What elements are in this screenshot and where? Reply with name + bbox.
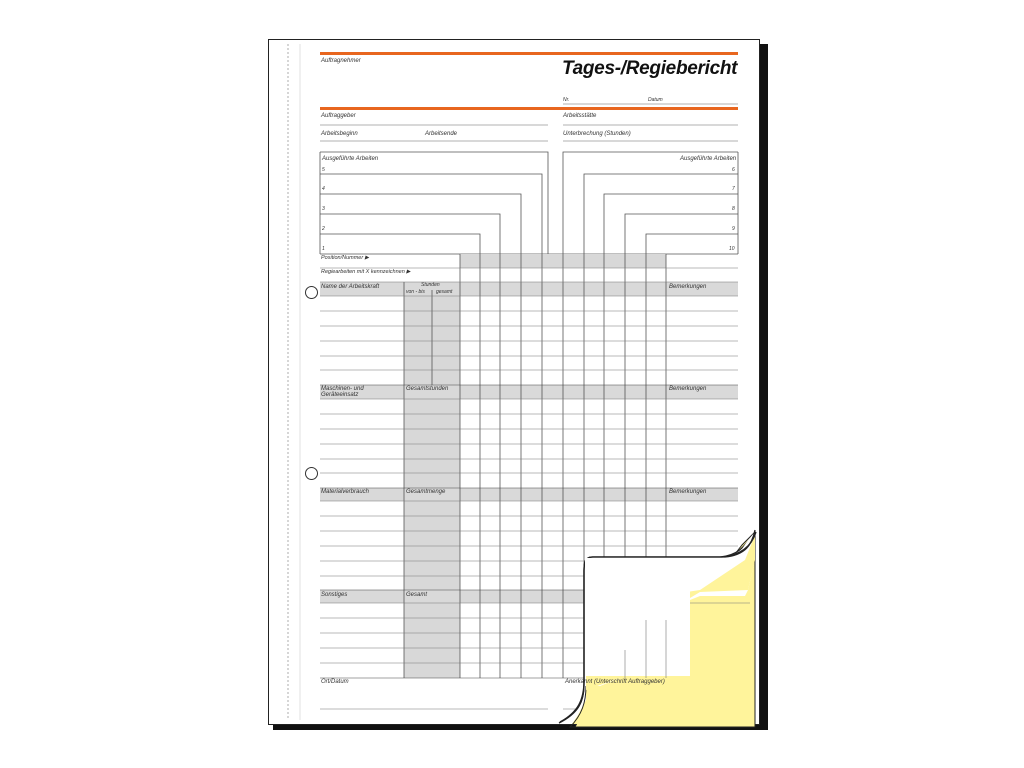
remarks-label: Bemerkungen (669, 386, 707, 392)
from-to-label: von - bis (406, 289, 425, 295)
work-number-right: 6 (732, 167, 735, 173)
work-number-left: 1 (322, 246, 325, 252)
number-label: Nr. (563, 97, 570, 103)
worksite-label: Arbeitsstätte (563, 113, 597, 119)
work-number-left: 5 (322, 167, 325, 173)
machines-label-1: Maschinen- und (321, 386, 364, 392)
work-number-left: 2 (322, 226, 325, 232)
regie-label: Regiearbeiten mit X kennzeichnen ▶ (321, 269, 411, 275)
work-number-left: 4 (322, 186, 325, 192)
client-label: Auftraggeber (321, 113, 356, 119)
place-date-label: Ort/Datum (321, 679, 349, 685)
work-number-right: 10 (729, 246, 735, 252)
total-hours-label: Gesamtstunden (406, 386, 449, 392)
date-label: Datum (648, 97, 663, 103)
material-label: Materialverbrauch (321, 489, 370, 495)
work-number-right: 7 (732, 186, 735, 192)
work-end-label: Arbeitsende (425, 131, 458, 137)
total-quantity-label: Gesamtmenge (406, 489, 446, 495)
remarks-label: Bemerkungen (669, 284, 707, 290)
interruption-label: Unterbrechung (Stunden) (563, 131, 631, 137)
recognized-label: Anerkannt (Unterschrift Auftraggeber) (565, 679, 665, 685)
hours-total-label: gesamt (436, 289, 453, 295)
form-title: Tages-/Regiebericht (562, 58, 738, 79)
workers-label: Name der Arbeitskraft (321, 284, 380, 290)
header-bottom-rule (320, 107, 738, 110)
work-right-title: Ausgeführte Arbeiten (680, 156, 737, 162)
machines-label-2: Geräteeinsatz (321, 392, 359, 398)
punch-hole-bottom (305, 467, 318, 480)
punch-hole-top (305, 286, 318, 299)
contractor-label: Auftragnehmer (321, 58, 361, 64)
remarks-label: Bemerkungen (669, 489, 707, 495)
work-left-title: Ausgeführte Arbeiten (322, 156, 379, 162)
work-start-label: Arbeitsbeginn (321, 131, 358, 137)
other-label: Sonstiges (321, 592, 348, 598)
total-label: Gesamt (406, 592, 428, 598)
header-top-rule (320, 52, 738, 55)
work-number-left: 3 (322, 206, 325, 212)
work-number-right: 8 (732, 206, 735, 212)
position-label: Position/Nummer ▶ (321, 255, 369, 261)
work-number-right: 9 (732, 226, 735, 232)
hours-label: Stunden (421, 282, 440, 288)
